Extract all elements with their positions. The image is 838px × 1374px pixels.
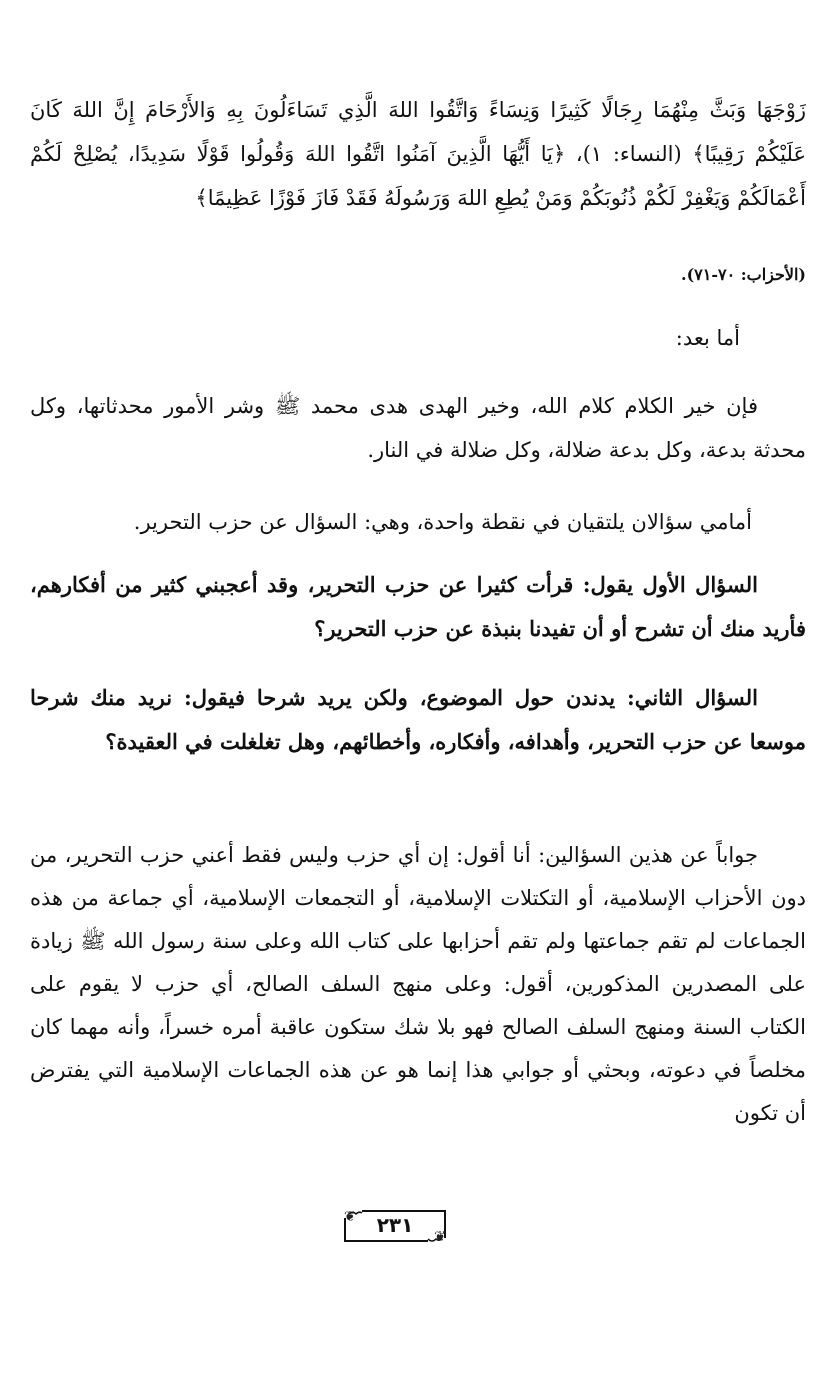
- question-two-paragraph: السؤال الثاني: يدندن حول الموضوع، ولكن يريد شرحا فيقول: نريد منك شرحا موسعا عن حزب التحرير، وأهدافه، وأفكاره، وأخطائهم، وهل تغلغلت في العقيدة؟: [30, 685, 806, 754]
- floral-ornament-icon: ❦: [344, 1209, 356, 1225]
- quran-passage: زَوْجَهَا وَبَثَّ مِنْهُمَا رِجَالًا كَثِيرًا وَنِسَاءً وَاتَّقُوا اللهَ الَّذِي تَسَاءَلُونَ بِهِ وَالأَرْحَامَ إِنَّ اللهَ كَانَ عَلَيْكُمْ رَقِيبًا﴾ (النساء: ١)، ﴿يَا أَيُّهَا الَّذِينَ آمَنُوا اتَّقُوا اللهَ وَقُولُوا قَوْلًا سَدِيدًا، يُصْلِحْ لَكُمْ أَعْمَالَكُمْ وَيَغْفِرْ لَكُمْ ذُنُوبَكُمْ وَمَنْ يُطِعِ اللهَ وَرَسُولَهُ فَقَدْ فَازَ فَوْزًا عَظِيمًا﴾: [30, 98, 806, 210]
- question-one-paragraph: السؤال الأول يقول: قرأت كثيرا عن حزب التحرير، وقد أعجبني كثير من أفكارهم، فأريد منك أن تشرح أو أن تفيدنا بنبذة عن حزب التحرير؟: [30, 572, 806, 641]
- khutba-paragraph: فإن خير الكلام كلام الله، وخير الهدى هدى محمد ﷺ وشر الأمور محدثاتها، وكل محدثة بدعة، وكل بدعة ضلالة، وكل ضلالة في النار.: [30, 394, 806, 462]
- answer-paragraph: جواباً عن هذين السؤالين: أنا أقول: إن أي حزب وليس فقط أعني حزب التحرير، من دون الأحزاب الإسلامية، أو التكتلات الإسلامية، أو التجمعات الإسلامية، أي جماعة من هذه الجماعات لم تقم جماعتها ولم تقم أحزابها على كتاب الله وعلى سنة رسول الله ﷺ زيادة على المصدرين المذكورين، أقول: وعلى منهج السلف الصالح، أي حزب لا يقوم على الكتاب السنة ومنهج السلف الصالح فهو بلا شك ستكون عاقبة أمره خسراً، وأنه مهما كان مخلصاً في دعوته، وبحثي أو جوابي هذا إنما هو عن هذه الجماعات الإسلامية التي يفترض أن تكون: [30, 843, 806, 1125]
- floral-ornament-icon: ❦: [434, 1229, 446, 1245]
- quran-citation: (الأحزاب: ٧٠-٧١).: [681, 265, 806, 284]
- questions-intro-paragraph: أمامي سؤالان يلتقيان في نقطة واحدة، وهي: السؤال عن حزب التحرير.: [133, 510, 752, 534]
- page-number: ٢٣١: [376, 1213, 414, 1237]
- page-number-frame: [342, 1208, 448, 1244]
- amma-baad-heading: أما بعد:: [675, 326, 740, 350]
